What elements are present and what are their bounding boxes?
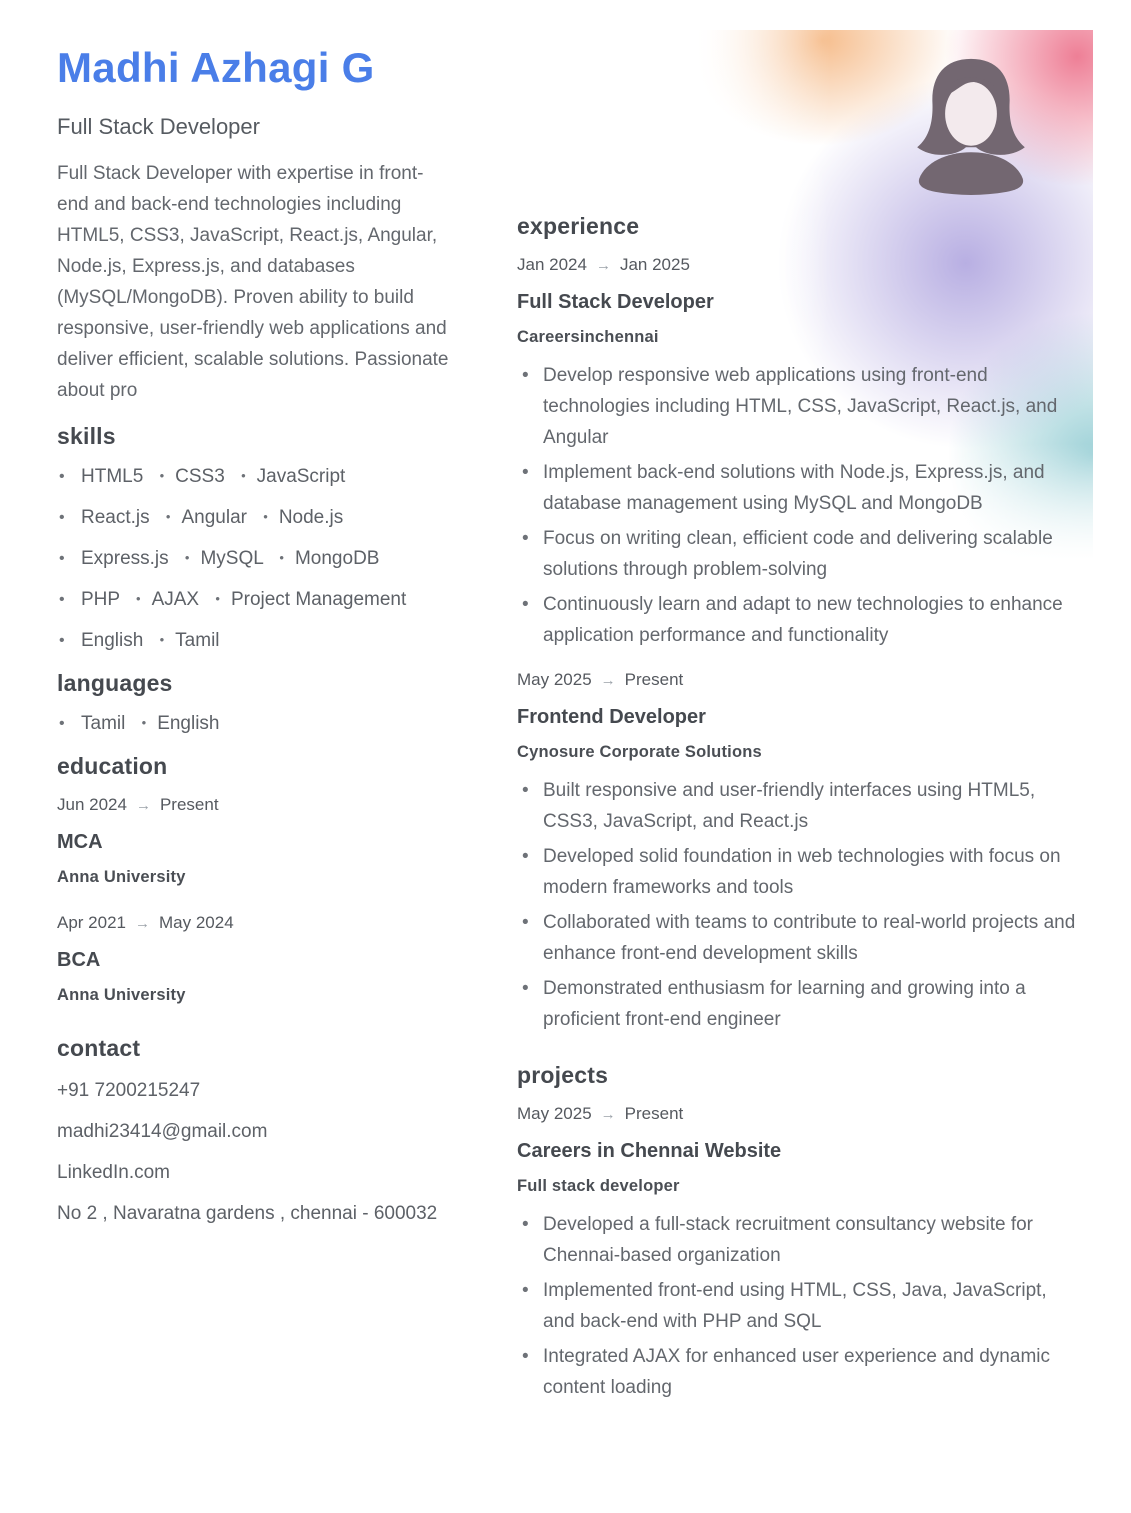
left-column: [57, 44, 455, 1421]
skill-item: • Node.js: [252, 507, 343, 528]
experience-item: [517, 254, 1079, 651]
date-start: May 2025: [517, 1104, 592, 1123]
person-job-title: Full Stack Developer: [57, 114, 260, 139]
languages-row-items: [81, 713, 220, 734]
degree-name: BCA: [57, 949, 101, 971]
project-role: Full stack developer: [517, 1177, 680, 1195]
contact-list: [57, 1076, 455, 1229]
date-start: Apr 2021: [57, 913, 126, 932]
date-start: Jan 2024: [517, 255, 587, 274]
bullet-item: [517, 457, 1079, 519]
experience-list: [517, 254, 1079, 1035]
project-dates: [517, 1103, 1079, 1126]
arrow-right-icon: →: [600, 672, 616, 689]
date-end: Present: [159, 795, 219, 814]
contact-line: LinkedIn.com: [57, 1162, 171, 1183]
experience-item: [517, 669, 1079, 1035]
job-bullets: [517, 775, 1079, 1035]
skills-row: [57, 505, 455, 530]
date-end: May 2024: [159, 913, 234, 932]
project-title: Careers in Chennai Website: [517, 1140, 782, 1162]
bullet-item: [517, 775, 1079, 837]
education-dates: [57, 794, 455, 817]
right-column: [517, 44, 1079, 1421]
skills-row: [57, 587, 455, 612]
skill-item: • Tamil: [149, 630, 220, 651]
bullet-text: Focus on writing clean, efficient code and delivering scalable solutions through problem-solving: [543, 528, 1053, 580]
bullet-text: Implemented front-end using HTML, CSS, Java, JavaScript, and back-end with PHP and SQL: [543, 1280, 1047, 1332]
bullet-item: [517, 907, 1079, 969]
section-heading-skills: skills: [57, 423, 116, 449]
bullet-text: Develop responsive web applications using front-end technologies including HTML, CSS, JavaScript, React.js, and Angular: [543, 365, 1058, 448]
bullet-item: [517, 973, 1079, 1035]
education-dates: [57, 912, 455, 935]
education-list: [57, 794, 455, 1006]
bullet-text: Developed a full-stack recruitment consultancy website for Chennai-based organization: [543, 1214, 1034, 1266]
skill-item: • Project Management: [204, 589, 406, 610]
job-dates: [517, 669, 1079, 692]
arrow-right-icon: →: [600, 1106, 616, 1123]
degree-name: MCA: [57, 831, 103, 853]
date-end: Present: [624, 1104, 684, 1123]
arrow-right-icon: →: [135, 915, 150, 932]
skill-item: • MongoDB: [268, 548, 379, 569]
job-title: Frontend Developer: [517, 706, 706, 728]
date-end: Present: [624, 670, 684, 689]
bullet-item: [517, 1209, 1079, 1271]
job-title: Full Stack Developer: [517, 291, 714, 313]
bullet-item: [517, 523, 1079, 585]
skills-row: [57, 546, 455, 571]
bullet-item: [517, 1275, 1079, 1337]
contact-line: madhi23414@gmail.com: [57, 1121, 268, 1142]
skill-item: • Angular: [155, 507, 247, 528]
contact-line: No 2 , Navaratna gardens , chennai - 600032: [57, 1203, 438, 1224]
summary-text: Full Stack Developer with expertise in front-end and back-end technologies including HTML5, CSS3, JavaScript, React.js, Angular, Node.js, Express.js, and databases (MySQL/MongoDB). Proven ability to build responsive, user-friendly web applications and deliver efficient, scalable solutions. Passionate about pro: [57, 163, 449, 401]
skills-row: [57, 464, 455, 489]
school-name: Anna University: [57, 986, 186, 1004]
bullet-item: [517, 1341, 1079, 1403]
skill-item: PHP: [81, 589, 120, 610]
skills-row-items: [81, 507, 343, 528]
job-bullets: [517, 360, 1079, 651]
project-item: [517, 1103, 1079, 1403]
language-item: Tamil: [81, 713, 126, 734]
arrow-right-icon: →: [595, 257, 611, 274]
skills-list: [57, 464, 455, 653]
job-dates: [517, 254, 1079, 277]
bullet-text: Implement back-end solutions with Node.js, Express.js, and database management using MySQL and MongoDB: [543, 462, 1045, 514]
skill-item: Express.js: [81, 548, 169, 569]
section-heading-experience: experience: [517, 213, 640, 239]
skills-row: [57, 628, 455, 653]
date-end: Jan 2025: [619, 255, 690, 274]
bullet-item: [517, 841, 1079, 903]
bullet-item: [517, 360, 1079, 453]
language-item: • English: [131, 713, 220, 734]
languages-row: [57, 711, 455, 736]
bullet-text: Integrated AJAX for enhanced user experience and dynamic content loading: [543, 1346, 1050, 1398]
education-item: [57, 912, 455, 1006]
skill-item: HTML5: [81, 466, 144, 487]
section-heading-contact: contact: [57, 1035, 141, 1061]
project-bullets: [517, 1209, 1079, 1403]
skill-item: • MySQL: [174, 548, 263, 569]
company-name: Cynosure Corporate Solutions: [517, 743, 762, 761]
school-name: Anna University: [57, 868, 186, 886]
bullet-text: Developed solid foundation in web technologies with focus on modern frameworks and tools: [543, 846, 1061, 898]
company-name: Careersinchennai: [517, 328, 659, 346]
date-start: May 2025: [517, 670, 592, 689]
date-start: Jun 2024: [57, 795, 127, 814]
education-item: [57, 794, 455, 888]
skill-item: • AJAX: [125, 589, 199, 610]
skills-row-items: [81, 630, 220, 651]
skill-item: • JavaScript: [230, 466, 345, 487]
bullet-text: Continuously learn and adapt to new technologies to enhance application performance and functionality: [543, 594, 1063, 646]
section-heading-education: education: [57, 753, 168, 779]
bullet-item: [517, 589, 1079, 651]
section-heading-projects: projects: [517, 1062, 609, 1088]
skills-row-items: [81, 466, 345, 487]
skills-row-items: [81, 589, 406, 610]
skill-item: • CSS3: [149, 466, 225, 487]
person-name: Madhi Azhagi G: [57, 44, 375, 91]
contact-line: +91 7200215247: [57, 1080, 201, 1101]
projects-list: [517, 1103, 1079, 1403]
skills-row-items: [81, 548, 379, 569]
arrow-right-icon: →: [135, 797, 151, 814]
bullet-text: Demonstrated enthusiasm for learning and growing into a proficient front-end engineer: [543, 978, 1026, 1030]
skill-item: English: [81, 630, 144, 651]
skill-item: React.js: [81, 507, 150, 528]
bullet-text: Collaborated with teams to contribute to real-world projects and enhance front-end development skills: [543, 912, 1076, 964]
bullet-text: Built responsive and user-friendly interfaces using HTML5, CSS3, JavaScript, and React.js: [543, 780, 1036, 832]
section-heading-languages: languages: [57, 670, 173, 696]
